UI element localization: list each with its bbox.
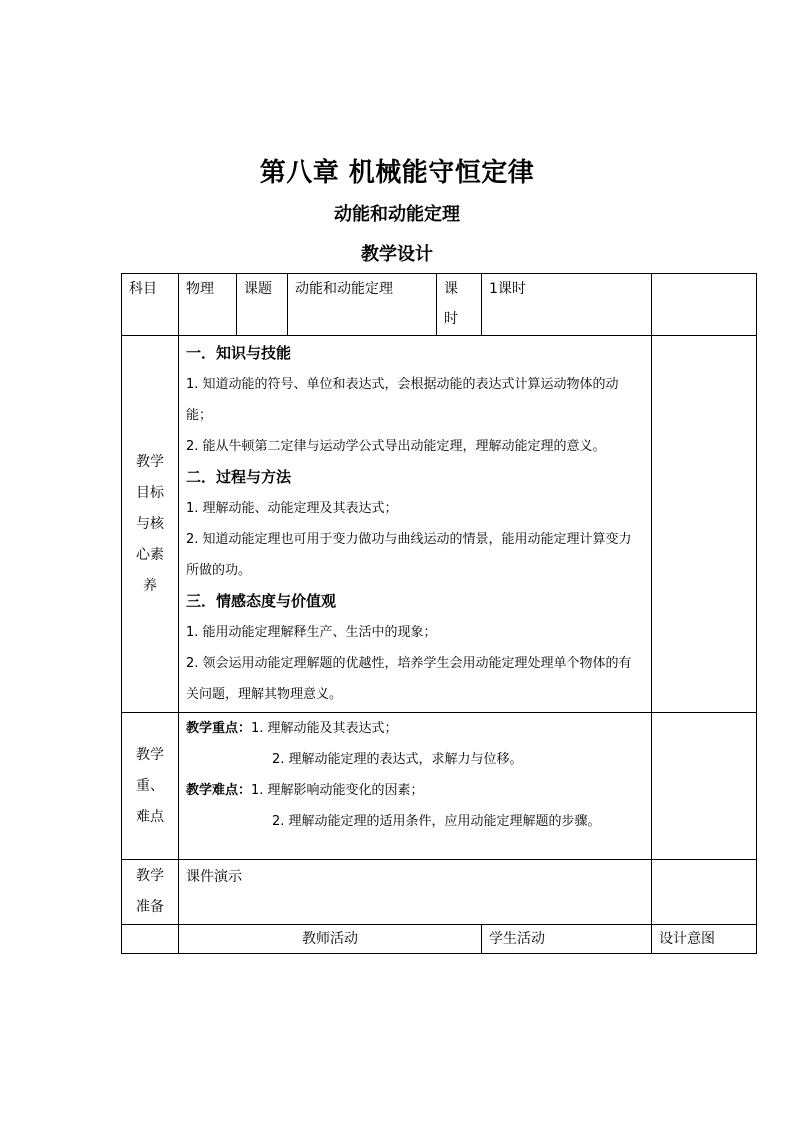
subject-label: 科目 <box>122 274 179 336</box>
preparation-value: 课件演示 <box>179 860 652 925</box>
key-point-item: 2. 理解动能定理的表达式，求解力与位移。 <box>272 752 523 767</box>
teacher-activity-header: 教师活动 <box>179 925 482 954</box>
section-heading: 一．知识与技能 <box>186 344 292 362</box>
objective-item: 2. 能从牛顿第二定律与运动学公式导出动能定理，理解动能定理的意义。 <box>186 439 606 454</box>
objective-item: 1. 能用动能定理解释生产、生活中的现象； <box>186 625 437 640</box>
key-point-item: 1. 理解动能及其表达式； <box>251 721 398 736</box>
difficult-points-heading: 教学难点： <box>186 783 252 798</box>
subject-value: 物理 <box>179 274 237 336</box>
preparation-empty-cell <box>652 860 757 925</box>
objective-item: 2. 知道动能定理也可用于变力做功与曲线运动的情景，能用动能定理计算变力所做的功。 <box>186 532 632 578</box>
topic-label: 课题 <box>237 274 288 336</box>
activity-header-row <box>122 925 757 954</box>
key-points-empty-cell <box>652 713 757 860</box>
hours-value: 1课时 <box>482 274 652 336</box>
difficult-point-item: 2. 理解动能定理的适用条件，应用动能定理解题的步骤。 <box>272 814 601 829</box>
design-intent-header: 设计意图 <box>652 925 757 954</box>
lesson-title: 动能和动能定理 <box>334 204 460 225</box>
objectives-content <box>179 336 652 713</box>
key-points-heading: 教学重点： <box>186 721 252 736</box>
key-points-content <box>179 713 652 860</box>
student-activity-header: 学生活动 <box>482 925 652 954</box>
objective-item: 1. 知道动能的符号、单位和表达式，会根据动能的表达式计算运动物体的动能； <box>186 377 619 423</box>
preparation-label: 教学准备 <box>122 860 179 925</box>
objective-item: 2. 领会运用动能定理解题的优越性，培养学生会用动能定理处理单个物体的有关问题，理解其物理意义。 <box>186 656 632 702</box>
lesson-plan-table <box>121 273 757 954</box>
document-type-title: 教学设计 <box>361 244 433 265</box>
key-points-label: 教学重、难点 <box>122 713 179 860</box>
section-heading: 二．过程与方法 <box>186 468 292 486</box>
preparation-row <box>122 860 757 925</box>
key-points-row <box>122 713 757 860</box>
objectives-row <box>122 336 757 713</box>
header-empty-cell <box>652 274 757 336</box>
hours-label: 课时 <box>437 274 482 336</box>
topic-value: 动能和动能定理 <box>288 274 437 336</box>
objectives-label: 教学目标与核心素养 <box>122 336 179 713</box>
objectives-empty-cell <box>652 336 757 713</box>
header-row <box>122 274 757 336</box>
section-heading: 三．情感态度与价值观 <box>186 592 337 610</box>
chapter-title: 第八章 机械能守恒定律 <box>259 158 535 188</box>
activity-empty-cell <box>122 925 179 954</box>
objective-item: 1. 理解动能、动能定理及其表达式； <box>186 501 398 516</box>
difficult-point-item: 1. 理解影响动能变化的因素； <box>251 783 424 798</box>
